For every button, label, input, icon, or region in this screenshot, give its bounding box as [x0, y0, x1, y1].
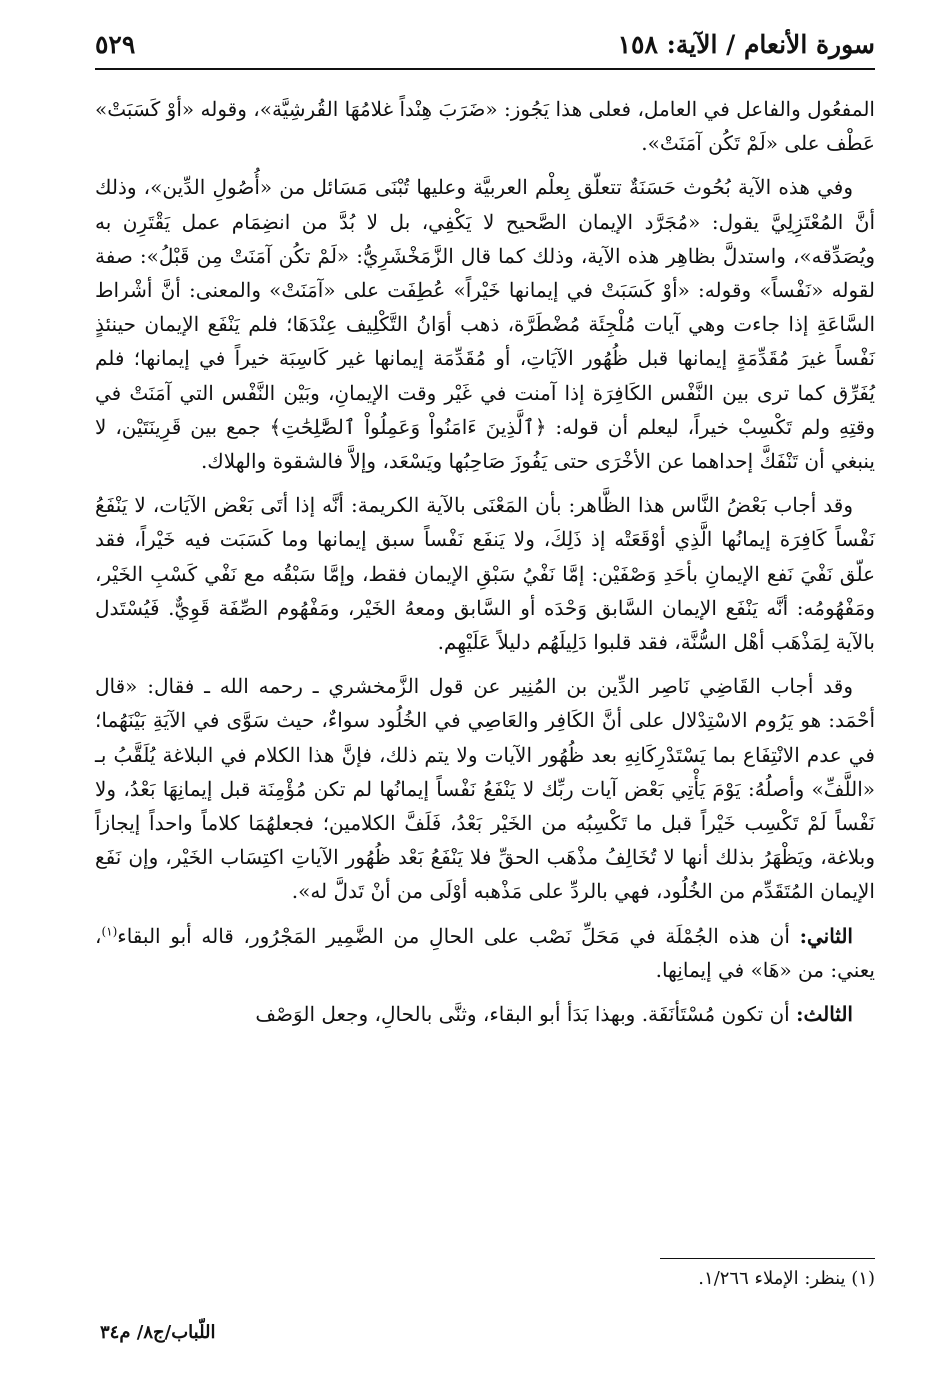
running-title: سورة الأنعام / الآية: ١٥٨ — [617, 30, 875, 59]
paragraph-discussion — [95, 170, 875, 478]
paragraph-text-after: ، يعني: من «هَا» في إيمانِها. — [95, 923, 875, 982]
page-header — [95, 28, 875, 70]
paragraph-text: وقد أجاب القَاضِي نَاصِر الدِّين بن المُنِير عن قول الزَّمخشري ـ رحمه الله ـ فقال: «قال أحْمَد: هو يَرُوم الاسْتِدْلال على أنَّ الكَافِر والعَاصِي في الخُلُود سواءٌ، حيث سَوَّى في الآيَةِ بَيْنَهُما؛ في عدم الانْتِفَاع بما يَسْتَدْرِكَانِهِ بعد ظُهُور الآيات ولا يتم ذلك، فإنَّ هذا الكلام في البلاغة يُلَقَّبُ بـ «اللَّفِّ» وأصلُهُ: يَوْمَ يَأْتِي بَعْض آيات ربِّك لا يَنْفَعُ نَفْساً إيمانُها لم تكن مُؤْمِنَة قبل إيمانِهَا بَعْدُ، ولا نَفْساً لَمْ تَكْسِب خَيْراً قبل ما تَكْسِبُه من الخَيْر بَعْدُ، فَلَفَّ الكلامين؛ فجعلهُمَا كلاماً واحداً إيجازاً وبلاغة، ويَظْهَرُ بذلك أنها لا تُخَالِفُ مذْهَب الحقِّ فلا يَنْفَعُ بَعْد ظُهُور الآياتِ اكتِسَاب الخَيْر، وإن نَفَع الإيمان المُتَقَدِّم من الخُلُود، فهي بالردِّ على مَذْهبه أوْلَى من أنْ تَدلَّ له». — [95, 674, 875, 904]
paragraph-reply — [95, 488, 875, 659]
paragraph-text: المفعُول والفاعل في العامل، فعلى هذا يَجُوز: «ضَرَبَ هِنْداً غلامُهَا القُرشِيَّة»، وقوله «أوْ كَسَبَتْ» عَطْف على «لَمْ تَكُن آمَنَتْ». — [95, 97, 875, 156]
paragraph-lead: الثاني: — [799, 923, 853, 948]
paragraph-third — [95, 997, 875, 1031]
paragraph-ibn-munir — [95, 669, 875, 908]
paragraph-second — [95, 919, 875, 987]
paragraph-lead: الثالث: — [796, 1002, 853, 1027]
footnote: (١) ينظر: الإملاء ١/٢٦٦. — [698, 1268, 875, 1289]
paragraph-continuation — [95, 92, 875, 160]
footnote-reference: (١) — [101, 924, 118, 939]
main-text — [95, 92, 875, 1041]
volume-signature: اللّباب/ج٨/ م٣٤ — [100, 1322, 216, 1343]
paragraph-text: وفي هذه الآية بُحُوث حَسَنَةٌ تتعلّق بِعلْم العربيَّة وعليها تُبْنَى مَسَائل من «أُصُولِ الدِّين»، وذلك أنَّ المُعْتَزِلِيَّ يقول: «مُجَرَّد الإيمان الصَّحيح لا يَكْفِي، بل لا بُدَّ من انضِمَام عمل يَقْتَرِن به ويُصَدِّقه»، واستدلَّ بظاهِر هذه الآية، وذلك كما قال الزَّمَخْشَرِيُّ: «لَمْ تكُن آمَنَتْ مِن قَبْلُ»: صفة لقوله «نَفْساً» وقوله: «أوْ كَسَبَتْ في إيمانها خَيْراً» عُطِفَت على «آمَنَتْ» والمعنى: أنَّ أشْراط السَّاعَةِ إذا جاءت وهي آيات مُلْجِئَة مُضْطَرَّة، ذهب أوَانُ التَّكْلِيف عِنْدَهَا؛ فلم يَنْفَع الإيمان حينئذٍ نَفْساً غيرَ مُقَدِّمَةٍ إيمانها قبل ظُهُور الآيَاتِ، أو مُقَدِّمَة إيمانها غير كَاسِبَة خيراً في إيمانها؛ فلم يُفَرِّق كما ترى بين النَّفْس الكَافِرَة إذا آمنت في غَيْر وقت الإيمانِ، وبَيْن النَّفْس التي آمَنَتْ في وقتِهِ ولم تَكْسِبْ خيراً، ليعلم أن قوله: ﴿ٱلَّذِينَ ءَامَنُواْ وَعَمِلُواْ ٱلصَّٰلِحَٰتِ﴾ جمع بين قَرِينَتَيْن، لا ينبغي أن تَنْفَكَّ إحداهما عن الأخْرَى حتى يَفُوزَ صَاحِبُها ويَسْعَد، وإلاَّ فالشقوة والهلاك. — [95, 175, 875, 474]
paragraph-text: أن تكون مُسْتَأنَفَة. وبهذا بَدَأ أبو البقاء، وثنَّى بالحالِ، وجعل الوَصْف — [255, 1002, 797, 1027]
footnote-divider — [660, 1258, 875, 1259]
paragraph-text: أن هذه الجُمْلَة في مَحَلِّ نَصْب على الحالِ من الضَّمِير المَجْرُور، قاله أبو البقاء — [117, 923, 800, 948]
page-number: ٥٢٩ — [95, 30, 136, 59]
paragraph-text: وقد أجاب بَعْضُ النَّاس هذا الظَّاهر: بأن المَعْنَى بالآية الكريمة: أنَّه إذا أتَى بَعْض الآيَات، لا يَنْفَعُ نَفْساً كَافِرَة إيمانُها الَّذِي أوْقَعَتْه إذ ذَلِكَ، ولا يَنفَع نَفْساً سبق إيمانها وما كَسَبَت فيه خَيْراً، فقد علّق نَفْيَ نَفع الإيمانِ بأحَدِ وَصْفَيْن: إمَّا نَفْيُ سَبْقِ الإيمان فقط، وإمَّا سَبْقُه مع نَفْي كَسْبِ الخَيْر، ومَفْهُومُه: أنَّه يَنْفَع الإيمان السَّابق وَحْدَه أو السَّابق ومعهُ الخَيْر، ومَفْهُوم الصِّفَة قَوِيٌّ. فَيُسْتَدل بالآية لِمَذْهَب أهْل السُّنَّة، فقد قلبوا دَلِيلَهُم دليلاً عَلَيْهِم. — [95, 493, 875, 655]
